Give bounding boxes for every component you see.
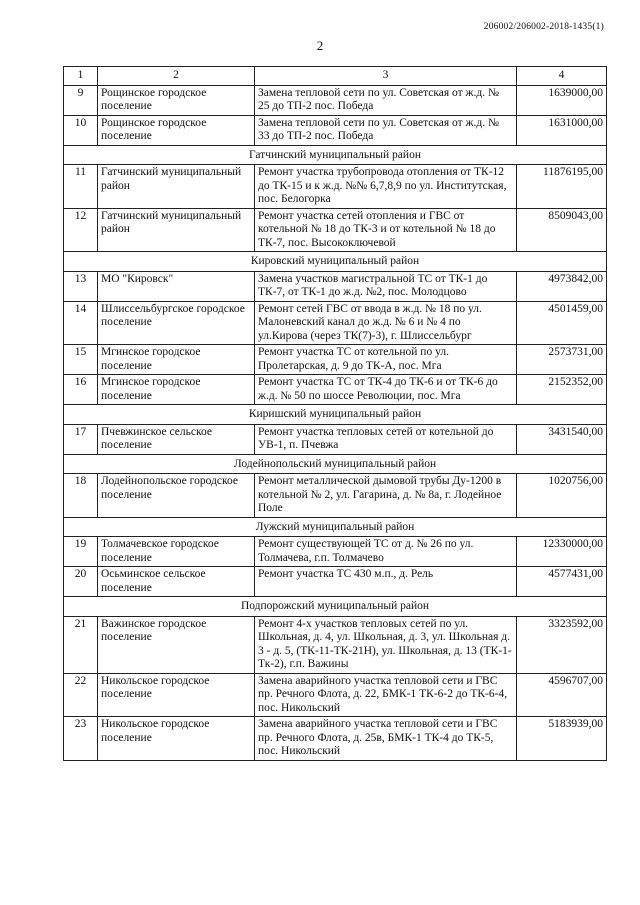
district-section-row xyxy=(64,517,607,537)
table-row xyxy=(64,345,607,375)
work-description-cell: Ремонт участка ТС от котельной по ул. Пролетарская, д. 9 до ТК-А, пос. Мга xyxy=(255,345,517,375)
work-description-cell: Ремонт 4-х участков тепловых сетей по ул. Школьная, д. 4, ул. Школьная, д. 3, ул. Школьная д. 3 - д. 5, (ТК-11-ТК-21Н), ул. Школьная, д. 13 (ТК-1-Тк-2), г.п. Важины xyxy=(255,616,517,673)
table-row xyxy=(64,271,607,301)
table-row xyxy=(64,717,607,761)
document-id: 206002/206002-2018-1435(1) xyxy=(483,22,604,32)
table-row xyxy=(64,208,607,252)
district-title: Лужский муниципальный район xyxy=(64,517,607,537)
district-section-row xyxy=(64,597,607,617)
amount-cell: 2152352,00 xyxy=(517,375,607,405)
settlement-cell: Толмачевское городское поселение xyxy=(98,537,255,567)
row-number: 17 xyxy=(64,424,98,454)
work-description-cell: Ремонт металлической дымовой трубы Ду-1200 в котельной № 2, ул. Гагарина, д. № 8а, г. Лодейное Поле xyxy=(255,474,517,518)
settlement-cell: Гатчинский муниципальный район xyxy=(98,208,255,252)
district-title: Кировский муниципальный район xyxy=(64,252,607,272)
work-description-cell: Ремонт участка сетей отопления и ГВС от котельной № 18 до ТК-3 и от котельной № 18 до ТК-7, пос. Высокоключевой xyxy=(255,208,517,252)
district-section-row xyxy=(64,405,607,425)
settlement-cell: Пчевжинское сельское поселение xyxy=(98,424,255,454)
district-title: Подпорожский муниципальный район xyxy=(64,597,607,617)
district-section-row xyxy=(64,454,607,474)
table-row xyxy=(64,567,607,597)
amount-cell: 1631000,00 xyxy=(517,115,607,145)
table-row xyxy=(64,115,607,145)
work-description-cell: Замена аварийного участка тепловой сети и ГВС пр. Речного Флота, д. 22, БМК-1 ТК-6-2 до ТК-6-4, пос. Никольский xyxy=(255,673,517,717)
row-number: 19 xyxy=(64,537,98,567)
row-number: 21 xyxy=(64,616,98,673)
settlement-cell: Никольское городское поселение xyxy=(98,717,255,761)
amount-cell: 3323592,00 xyxy=(517,616,607,673)
work-description-cell: Ремонт участка ТС от ТК-4 до ТК-6 и от ТК-6 до ж.д. № 50 по шоссе Революции, пос. Мга xyxy=(255,375,517,405)
table-row xyxy=(64,165,607,209)
amount-cell: 3431540,00 xyxy=(517,424,607,454)
amount-cell: 4596707,00 xyxy=(517,673,607,717)
column-number-2: 2 xyxy=(98,67,255,86)
settlement-cell: Никольское городское поселение xyxy=(98,673,255,717)
settlement-cell: Рощинское городское поселение xyxy=(98,115,255,145)
district-section-row xyxy=(64,145,607,165)
row-number: 22 xyxy=(64,673,98,717)
amount-cell: 8509043,00 xyxy=(517,208,607,252)
column-number-4: 4 xyxy=(517,67,607,86)
table-row xyxy=(64,301,607,345)
row-number: 15 xyxy=(64,345,98,375)
column-number-3: 3 xyxy=(255,67,517,86)
amount-cell: 2573731,00 xyxy=(517,345,607,375)
row-number: 10 xyxy=(64,115,98,145)
row-number: 23 xyxy=(64,717,98,761)
amount-cell: 5183939,00 xyxy=(517,717,607,761)
work-description-cell: Замена тепловой сети по ул. Советская от ж.д. № 33 до ТП-2 пос. Победа xyxy=(255,115,517,145)
settlement-cell: Шлиссельбургское городское поселение xyxy=(98,301,255,345)
settlement-cell: Мгинское городское поселение xyxy=(98,375,255,405)
table-row xyxy=(64,537,607,567)
amount-cell: 11876195,00 xyxy=(517,165,607,209)
row-number: 20 xyxy=(64,567,98,597)
amount-cell: 4501459,00 xyxy=(517,301,607,345)
settlement-cell: Гатчинский муниципальный район xyxy=(98,165,255,209)
row-number: 11 xyxy=(64,165,98,209)
amount-cell: 1020756,00 xyxy=(517,474,607,518)
table-row xyxy=(64,85,607,115)
table-row xyxy=(64,673,607,717)
work-description-cell: Ремонт участка трубопровода отопления от ТК-12 до ТК-15 и к ж.д. №№ 6,7,8,9 по ул. Институтская, пос. Белогорка xyxy=(255,165,517,209)
district-title: Лодейнопольский муниципальный район xyxy=(64,454,607,474)
work-description-cell: Ремонт участка тепловых сетей от котельной до УВ-1, п. Пчевжа xyxy=(255,424,517,454)
settlement-cell: МО "Кировск" xyxy=(98,271,255,301)
settlement-cell: Важинское городское поселение xyxy=(98,616,255,673)
district-section-row xyxy=(64,252,607,272)
settlement-cell: Рощинское городское поселение xyxy=(98,85,255,115)
page-number: 2 xyxy=(316,38,324,53)
work-description-cell: Ремонт существующей ТС от д. № 26 по ул. Толмачева, г.п. Толмачево xyxy=(255,537,517,567)
amount-cell: 4973842,00 xyxy=(517,271,607,301)
amount-cell: 12330000,00 xyxy=(517,537,607,567)
row-number: 9 xyxy=(64,85,98,115)
table-row xyxy=(64,474,607,518)
amount-cell: 1639000,00 xyxy=(517,85,607,115)
district-title: Гатчинский муниципальный район xyxy=(64,145,607,165)
row-number: 13 xyxy=(64,271,98,301)
settlement-cell: Мгинское городское поселение xyxy=(98,345,255,375)
district-title: Киришский муниципальный район xyxy=(64,405,607,425)
column-number-row xyxy=(64,67,607,86)
table-row xyxy=(64,375,607,405)
settlement-cell: Осьминское сельское поселение xyxy=(98,567,255,597)
table-row xyxy=(64,616,607,673)
work-description-cell: Ремонт участка ТС 430 м.п., д. Рель xyxy=(255,567,517,597)
row-number: 14 xyxy=(64,301,98,345)
row-number: 12 xyxy=(64,208,98,252)
amount-cell: 4577431,00 xyxy=(517,567,607,597)
works-table xyxy=(63,66,607,761)
work-description-cell: Замена тепловой сети по ул. Советская от ж.д. № 25 до ТП-2 пос. Победа xyxy=(255,85,517,115)
work-description-cell: Ремонт сетей ГВС от ввода в ж.д. № 18 по ул. Малоневский канал до ж.д. № 6 и № 4 по ул.Кирова (через ТК(7)-3), г. Шлиссельбург xyxy=(255,301,517,345)
table-row xyxy=(64,424,607,454)
row-number: 16 xyxy=(64,375,98,405)
column-number-1: 1 xyxy=(64,67,98,86)
row-number: 18 xyxy=(64,474,98,518)
work-description-cell: Замена аварийного участка тепловой сети и ГВС пр. Речного Флота, д. 25в, БМК-1 ТК-4 до ТК-5, пос. Никольский xyxy=(255,717,517,761)
work-description-cell: Замена участков магистральной ТС от ТК-1 до ТК-7, от ТК-1 до ж.д. №2, пос. Молодцово xyxy=(255,271,517,301)
settlement-cell: Лодейнопольское городское поселение xyxy=(98,474,255,518)
